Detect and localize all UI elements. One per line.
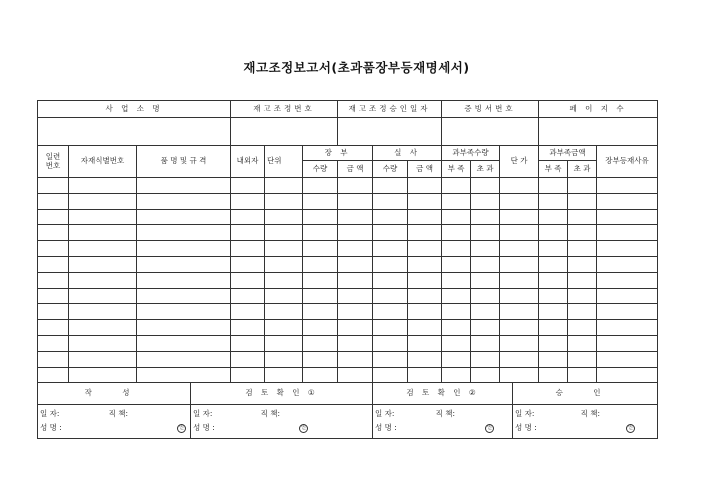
table-cell[interactable]	[338, 241, 373, 257]
table-cell[interactable]	[303, 256, 338, 272]
table-cell[interactable]	[500, 193, 539, 209]
table-row	[38, 351, 658, 367]
table-cell[interactable]	[471, 288, 500, 304]
table-cell[interactable]	[471, 320, 500, 336]
table-cell[interactable]	[408, 225, 442, 241]
review-2-name-label: 성 명 :	[375, 423, 397, 432]
header-value-row	[38, 118, 658, 146]
table-cell[interactable]	[568, 367, 597, 383]
review-1-label: 검 토 확 인 ①	[191, 383, 373, 405]
table-cell[interactable]	[568, 241, 597, 257]
table-row	[38, 272, 658, 288]
actual-amount-header: 금 액	[408, 161, 442, 178]
table-cell[interactable]	[471, 272, 500, 288]
table-cell[interactable]	[500, 351, 539, 367]
reason-header: 장부등재사유	[597, 146, 658, 178]
author-sign-box[interactable]	[38, 405, 191, 439]
short-qty-header: 부 족	[442, 161, 471, 178]
ledger-amount-header: 금 액	[338, 161, 373, 178]
table-cell[interactable]	[597, 193, 658, 209]
table-cell[interactable]	[408, 351, 442, 367]
table-cell[interactable]	[231, 193, 265, 209]
table-cell[interactable]	[303, 178, 338, 194]
table-cell[interactable]	[38, 304, 69, 320]
table-cell[interactable]	[69, 351, 137, 367]
table-cell[interactable]	[597, 225, 658, 241]
approval-label: 승 인	[513, 383, 658, 405]
review-2-date-label: 일 자:	[375, 409, 395, 418]
document-title: 재고조정보고서(초과품장부등재명세서)	[243, 60, 470, 75]
table-cell[interactable]	[568, 209, 597, 225]
table-cell[interactable]	[137, 209, 231, 225]
review-2-sign-box[interactable]	[373, 405, 513, 439]
table-cell[interactable]	[539, 320, 568, 336]
actual-header: 실 사	[373, 146, 442, 161]
table-cell[interactable]	[373, 367, 408, 383]
table-cell[interactable]	[373, 193, 408, 209]
table-cell[interactable]	[442, 335, 471, 351]
table-cell[interactable]	[539, 351, 568, 367]
table-cell[interactable]	[597, 335, 658, 351]
approval-sign-box[interactable]	[513, 405, 658, 439]
evidence-number-label: 증빙서번호	[442, 101, 539, 118]
table-cell[interactable]	[38, 272, 69, 288]
author-stamp-icon: 인	[177, 424, 186, 433]
review-1-date-label: 일 자:	[193, 409, 213, 418]
table-cell[interactable]	[38, 335, 69, 351]
table-cell[interactable]	[265, 272, 303, 288]
table-cell[interactable]	[500, 241, 539, 257]
table-cell[interactable]	[338, 288, 373, 304]
unit-price-header: 단 가	[500, 146, 539, 178]
table-cell[interactable]	[500, 320, 539, 336]
table-cell[interactable]	[500, 288, 539, 304]
table-cell[interactable]	[568, 256, 597, 272]
table-cell[interactable]	[373, 320, 408, 336]
table-cell[interactable]	[303, 367, 338, 383]
author-date-label: 일 자:	[40, 409, 60, 418]
table-cell[interactable]	[442, 241, 471, 257]
table-cell[interactable]	[69, 225, 137, 241]
table-cell[interactable]	[265, 241, 303, 257]
table-cell[interactable]	[442, 304, 471, 320]
table-cell[interactable]	[442, 225, 471, 241]
table-cell[interactable]	[408, 320, 442, 336]
table-cell[interactable]	[539, 241, 568, 257]
table-cell[interactable]	[597, 288, 658, 304]
table-cell[interactable]	[69, 193, 137, 209]
table-cell[interactable]	[408, 178, 442, 194]
table-cell[interactable]	[231, 225, 265, 241]
table-cell[interactable]	[597, 320, 658, 336]
table-cell[interactable]	[373, 178, 408, 194]
table-cell[interactable]	[338, 256, 373, 272]
table-row	[38, 335, 658, 351]
business-office-label: 사 업 소 명	[38, 101, 231, 118]
approval-position-label: 직 책:	[580, 409, 600, 418]
table-cell[interactable]	[568, 225, 597, 241]
header-label-row	[38, 101, 658, 118]
table-cell[interactable]	[408, 288, 442, 304]
review-2-stamp-icon: 인	[485, 424, 494, 433]
table-cell[interactable]	[471, 225, 500, 241]
table-cell[interactable]	[338, 193, 373, 209]
table-cell[interactable]	[539, 272, 568, 288]
table-cell[interactable]	[597, 178, 658, 194]
table-cell[interactable]	[568, 304, 597, 320]
table-cell[interactable]	[231, 288, 265, 304]
table-cell[interactable]	[338, 209, 373, 225]
table-cell[interactable]	[265, 288, 303, 304]
table-cell[interactable]	[38, 351, 69, 367]
table-cell[interactable]	[568, 288, 597, 304]
table-cell[interactable]	[442, 178, 471, 194]
table-cell[interactable]	[568, 320, 597, 336]
business-office-value[interactable]	[38, 118, 231, 146]
table-cell[interactable]	[500, 304, 539, 320]
table-row	[38, 178, 658, 194]
table-cell[interactable]	[338, 225, 373, 241]
table-cell[interactable]	[539, 193, 568, 209]
table-cell[interactable]	[303, 304, 338, 320]
table-cell[interactable]	[69, 256, 137, 272]
review-1-sign-box[interactable]	[191, 405, 373, 439]
table-cell[interactable]	[471, 351, 500, 367]
approval-date-value[interactable]	[338, 118, 442, 146]
table-cell[interactable]	[303, 193, 338, 209]
table-cell[interactable]	[597, 351, 658, 367]
review-1-name-label: 성 명 :	[193, 423, 215, 432]
table-cell[interactable]	[338, 178, 373, 194]
table-cell[interactable]	[38, 209, 69, 225]
table-cell[interactable]	[303, 288, 338, 304]
table-cell[interactable]	[265, 225, 303, 241]
table-cell[interactable]	[231, 256, 265, 272]
ledger-header: 장 부	[303, 146, 373, 161]
approval-name-label: 성 명 :	[515, 423, 537, 432]
table-cell[interactable]	[338, 335, 373, 351]
table-row	[38, 367, 658, 383]
table-cell[interactable]	[568, 351, 597, 367]
table-cell[interactable]	[597, 209, 658, 225]
review-1-stamp-icon: 인	[299, 424, 308, 433]
table-cell[interactable]	[137, 225, 231, 241]
table-cell[interactable]	[265, 178, 303, 194]
table-cell[interactable]	[442, 193, 471, 209]
author-label: 작 성	[38, 383, 191, 405]
table-cell[interactable]	[373, 304, 408, 320]
table-cell[interactable]	[231, 320, 265, 336]
table-cell[interactable]	[408, 209, 442, 225]
review-2-label: 검 토 확 인 ②	[373, 383, 513, 405]
table-cell[interactable]	[303, 225, 338, 241]
table-cell[interactable]	[265, 335, 303, 351]
table-cell[interactable]	[373, 241, 408, 257]
table-cell[interactable]	[137, 351, 231, 367]
page-count-label: 페 이 지 수	[539, 101, 658, 118]
table-cell[interactable]	[338, 272, 373, 288]
table-cell[interactable]	[265, 304, 303, 320]
inventory-table	[37, 100, 658, 383]
table-cell[interactable]	[568, 178, 597, 194]
table-cell[interactable]	[408, 193, 442, 209]
table-cell[interactable]	[408, 256, 442, 272]
name-spec-header: 품 명 및 규 격	[137, 146, 231, 178]
table-cell[interactable]	[303, 335, 338, 351]
table-cell[interactable]	[137, 193, 231, 209]
table-cell[interactable]	[471, 209, 500, 225]
table-cell[interactable]	[69, 304, 137, 320]
table-cell[interactable]	[265, 193, 303, 209]
table-cell[interactable]	[265, 209, 303, 225]
table-cell[interactable]	[373, 335, 408, 351]
table-cell[interactable]	[69, 335, 137, 351]
table-row	[38, 320, 658, 336]
table-cell[interactable]	[471, 178, 500, 194]
actual-qty-header: 수량	[373, 161, 408, 178]
table-cell[interactable]	[338, 304, 373, 320]
table-cell[interactable]	[373, 351, 408, 367]
table-cell[interactable]	[408, 367, 442, 383]
table-cell[interactable]	[38, 256, 69, 272]
adjustment-number-value[interactable]	[231, 118, 338, 146]
review-1-position-label: 직 책:	[260, 409, 280, 418]
table-cell[interactable]	[265, 320, 303, 336]
table-cell[interactable]	[471, 367, 500, 383]
review-2-position-label: 직 책:	[435, 409, 455, 418]
approval-date-label: 일 자:	[515, 409, 535, 418]
table-cell[interactable]	[373, 225, 408, 241]
table-cell[interactable]	[539, 335, 568, 351]
table-row	[38, 209, 658, 225]
table-cell[interactable]	[471, 335, 500, 351]
table-cell[interactable]	[137, 178, 231, 194]
table-cell[interactable]	[231, 178, 265, 194]
table-cell[interactable]	[597, 367, 658, 383]
approval-date-label: 재고조정승인일자	[338, 101, 442, 118]
table-cell[interactable]	[539, 367, 568, 383]
table-cell[interactable]	[338, 351, 373, 367]
signature-label-row	[38, 383, 658, 405]
table-row	[38, 225, 658, 241]
table-cell[interactable]	[442, 367, 471, 383]
table-cell[interactable]	[539, 304, 568, 320]
ledger-qty-header: 수량	[303, 161, 338, 178]
table-cell[interactable]	[500, 209, 539, 225]
table-cell[interactable]	[442, 209, 471, 225]
table-cell[interactable]	[38, 225, 69, 241]
table-cell[interactable]	[38, 178, 69, 194]
table-cell[interactable]	[539, 209, 568, 225]
table-cell[interactable]	[597, 241, 658, 257]
table-cell[interactable]	[471, 241, 500, 257]
table-cell[interactable]	[408, 304, 442, 320]
table-cell[interactable]	[38, 193, 69, 209]
table-cell[interactable]	[500, 178, 539, 194]
table-cell[interactable]	[338, 320, 373, 336]
table-cell[interactable]	[137, 272, 231, 288]
table-cell[interactable]	[265, 351, 303, 367]
table-cell[interactable]	[137, 320, 231, 336]
table-cell[interactable]	[69, 241, 137, 257]
table-cell[interactable]	[38, 367, 69, 383]
table-cell[interactable]	[38, 320, 69, 336]
table-cell[interactable]	[373, 272, 408, 288]
table-cell[interactable]	[442, 256, 471, 272]
table-cell[interactable]	[69, 209, 137, 225]
table-cell[interactable]	[539, 256, 568, 272]
table-row	[38, 304, 658, 320]
unit-header: 단위	[265, 146, 303, 178]
table-cell[interactable]	[231, 241, 265, 257]
table-cell[interactable]	[408, 241, 442, 257]
table-cell[interactable]	[231, 351, 265, 367]
table-cell[interactable]	[231, 367, 265, 383]
over-short-qty-header: 과부족수량	[442, 146, 500, 161]
table-cell[interactable]	[69, 178, 137, 194]
table-row	[38, 256, 658, 272]
table-row	[38, 288, 658, 304]
table-cell[interactable]	[137, 256, 231, 272]
table-cell[interactable]	[137, 304, 231, 320]
table-cell[interactable]	[500, 367, 539, 383]
table-cell[interactable]	[38, 241, 69, 257]
table-row	[38, 193, 658, 209]
domestic-foreign-header: 내외자	[231, 146, 265, 178]
table-cell[interactable]	[303, 320, 338, 336]
approval-stamp-icon: 인	[626, 424, 635, 433]
table-cell[interactable]	[373, 209, 408, 225]
table-cell[interactable]	[137, 335, 231, 351]
table-cell[interactable]	[500, 256, 539, 272]
table-cell[interactable]	[408, 335, 442, 351]
material-id-header: 자재식별번호	[69, 146, 137, 178]
table-cell[interactable]	[442, 351, 471, 367]
table-cell[interactable]	[442, 272, 471, 288]
table-cell[interactable]	[137, 367, 231, 383]
over-qty-header: 초 과	[471, 161, 500, 178]
over-short-amount-header: 과부족금액	[539, 146, 597, 161]
table-cell[interactable]	[500, 335, 539, 351]
evidence-number-value[interactable]	[442, 118, 539, 146]
table-cell[interactable]	[597, 256, 658, 272]
table-cell[interactable]	[303, 272, 338, 288]
table-cell[interactable]	[568, 193, 597, 209]
short-amount-header: 부 족	[539, 161, 568, 178]
table-cell[interactable]	[539, 225, 568, 241]
table-cell[interactable]	[539, 288, 568, 304]
table-cell[interactable]	[231, 335, 265, 351]
table-cell[interactable]	[69, 288, 137, 304]
page-count-value[interactable]	[539, 118, 658, 146]
table-cell[interactable]	[69, 367, 137, 383]
table-row	[38, 241, 658, 257]
signature-info-row	[38, 405, 658, 439]
table-cell[interactable]	[338, 367, 373, 383]
table-cell[interactable]	[539, 178, 568, 194]
table-cell[interactable]	[568, 272, 597, 288]
table-cell[interactable]	[373, 256, 408, 272]
table-cell[interactable]	[597, 272, 658, 288]
table-cell[interactable]	[568, 335, 597, 351]
table-cell[interactable]	[500, 225, 539, 241]
table-cell[interactable]	[231, 209, 265, 225]
table-cell[interactable]	[38, 288, 69, 304]
table-cell[interactable]	[265, 256, 303, 272]
table-cell[interactable]	[303, 209, 338, 225]
table-cell[interactable]	[265, 367, 303, 383]
signature-table	[37, 382, 658, 439]
table-cell[interactable]	[442, 288, 471, 304]
over-amount-header: 초 과	[568, 161, 597, 178]
author-name-label: 성 명 :	[40, 423, 62, 432]
table-cell[interactable]	[137, 288, 231, 304]
column-header-row-1	[38, 146, 658, 161]
table-cell[interactable]	[408, 272, 442, 288]
table-cell[interactable]	[231, 304, 265, 320]
table-cell[interactable]	[69, 320, 137, 336]
table-cell[interactable]	[442, 320, 471, 336]
author-position-label: 직 책:	[108, 409, 128, 418]
table-cell[interactable]	[231, 272, 265, 288]
table-cell[interactable]	[303, 241, 338, 257]
table-cell[interactable]	[597, 304, 658, 320]
table-cell[interactable]	[500, 272, 539, 288]
table-cell[interactable]	[471, 256, 500, 272]
table-cell[interactable]	[137, 241, 231, 257]
table-cell[interactable]	[69, 272, 137, 288]
adjustment-number-label: 재고조정번호	[231, 101, 338, 118]
serial-header: 일련 번호	[38, 146, 69, 178]
table-cell[interactable]	[303, 351, 338, 367]
table-cell[interactable]	[471, 304, 500, 320]
table-cell[interactable]	[471, 193, 500, 209]
table-cell[interactable]	[373, 288, 408, 304]
